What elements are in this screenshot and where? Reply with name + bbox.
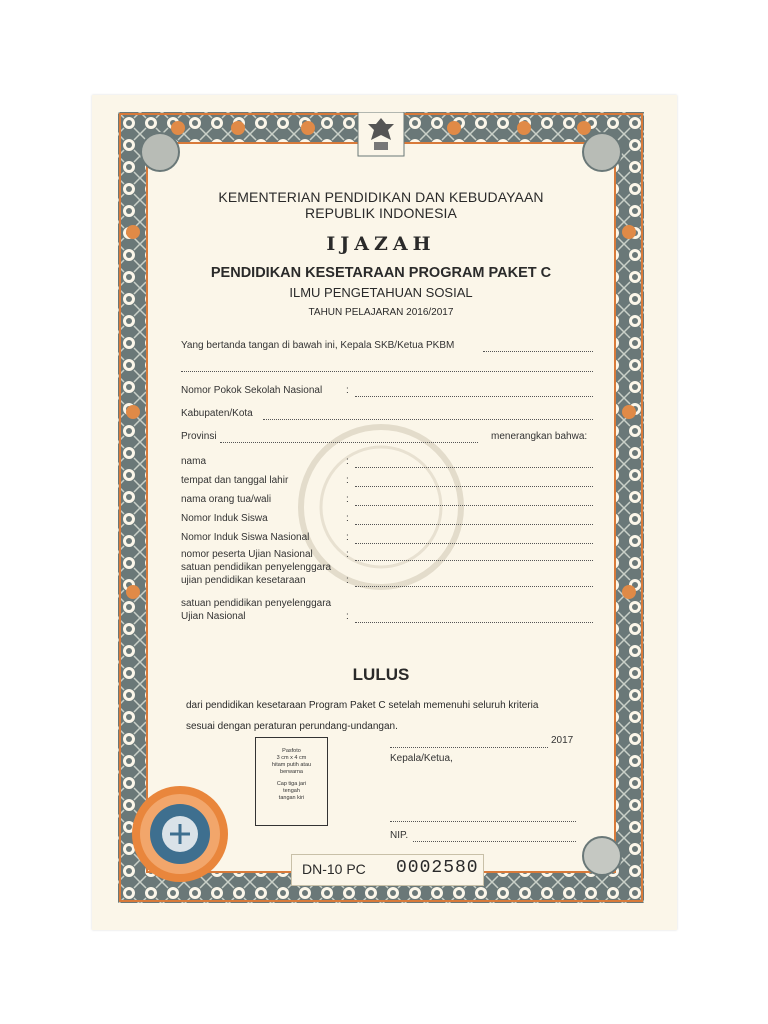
satuan-un-colon: : [346, 611, 349, 622]
photo-note-5: Cap tiga jari [276, 781, 307, 787]
signer-dots [483, 351, 593, 352]
signature-role: Kepala/Ketua, [390, 753, 453, 764]
satuan-un-label-1: satuan pendidikan penyelenggara [181, 598, 332, 609]
academic-year: TAHUN PELAJARAN 2016/2017 [308, 307, 454, 318]
photo-note-1: Pasfoto [282, 748, 301, 754]
result-line-2: sesuai dengan peraturan perundang-undangan. [186, 721, 398, 732]
peserta-dots [355, 560, 593, 561]
signature-line [390, 821, 576, 822]
result-status: LULUS [352, 665, 410, 684]
satuan-kes-dots [355, 586, 593, 587]
nip-label: NIP. [390, 830, 409, 841]
peserta-colon: : [346, 549, 349, 560]
satuan-kes-label-1: satuan pendidikan penyelenggara [181, 562, 332, 573]
nisn-colon: : [346, 532, 349, 543]
satuan-un-dots [355, 622, 593, 623]
document-title: IJAZAH [326, 233, 436, 255]
npsn-label: Nomor Pokok Sekolah Nasional [181, 385, 323, 396]
garuda-emblem-icon [358, 112, 404, 156]
ttl-label: tempat dan tanggal lahir [181, 475, 289, 486]
photo-note-3: hitam putih atau [271, 762, 312, 768]
nis-colon: : [346, 513, 349, 524]
ministry-name: KEMENTERIAN PENDIDIKAN DAN KEBUDAYAAN [218, 189, 544, 205]
kabupaten-label: Kabupaten/Kota [181, 408, 253, 419]
country-name: REPUBLIK INDONESIA [305, 205, 457, 221]
ortu-dots [355, 505, 593, 506]
nama-colon: : [346, 456, 349, 467]
menerangkan-label: menerangkan bahwa: [491, 431, 588, 442]
program-name: PENDIDIKAN KESETARAAN PROGRAM PAKET C [210, 265, 552, 281]
photo-note-7: tangan kiri [278, 795, 305, 801]
signer-dots-2 [181, 371, 593, 372]
satuan-un-label-2: Ujian Nasional [181, 611, 246, 622]
nis-label: Nomor Induk Siswa [181, 513, 268, 524]
npsn-colon: : [346, 385, 349, 396]
result-line-1: dari pendidikan kesetaraan Program Paket C setelah memenuhi seluruh kriteria [186, 700, 539, 711]
photo-note-2: 3 cm x 4 cm [276, 755, 307, 761]
ttl-dots [355, 486, 593, 487]
place-date-dots [390, 747, 548, 748]
ttl-colon: : [346, 475, 349, 486]
provinsi-label: Provinsi [181, 431, 217, 442]
signature-year: 2017 [551, 735, 574, 746]
peserta-label: nomor peserta Ujian Nasional [181, 549, 313, 560]
satuan-kes-colon: : [346, 575, 349, 586]
ortu-colon: : [346, 494, 349, 505]
certificate-content [150, 155, 612, 865]
nisn-dots [355, 543, 593, 544]
npsn-dots [355, 396, 593, 397]
nama-label: nama [181, 456, 207, 467]
signer-label: Yang bertanda tangan di bawah ini, Kepala SKB/Ketua PKBM [181, 340, 455, 351]
major-name: ILMU PENGETAHUAN SOSIAL [289, 285, 473, 300]
nama-dots [355, 467, 593, 468]
provinsi-dots [220, 442, 478, 443]
satuan-kes-label-2: ujian pendidikan kesetaraan [181, 575, 306, 586]
nip-dots [413, 841, 576, 842]
document-code: DN-10 PC [302, 861, 366, 877]
nisn-label: Nomor Induk Siswa Nasional [181, 532, 310, 543]
ortu-label: nama orang tua/wali [181, 494, 272, 505]
kabupaten-dots [263, 419, 593, 420]
photo-note-6: tengah [283, 788, 300, 794]
photo-note-4: berwarna [280, 769, 303, 775]
nis-dots [355, 524, 593, 525]
serial-number: 0002580 [396, 858, 479, 878]
photo-box [255, 737, 328, 826]
